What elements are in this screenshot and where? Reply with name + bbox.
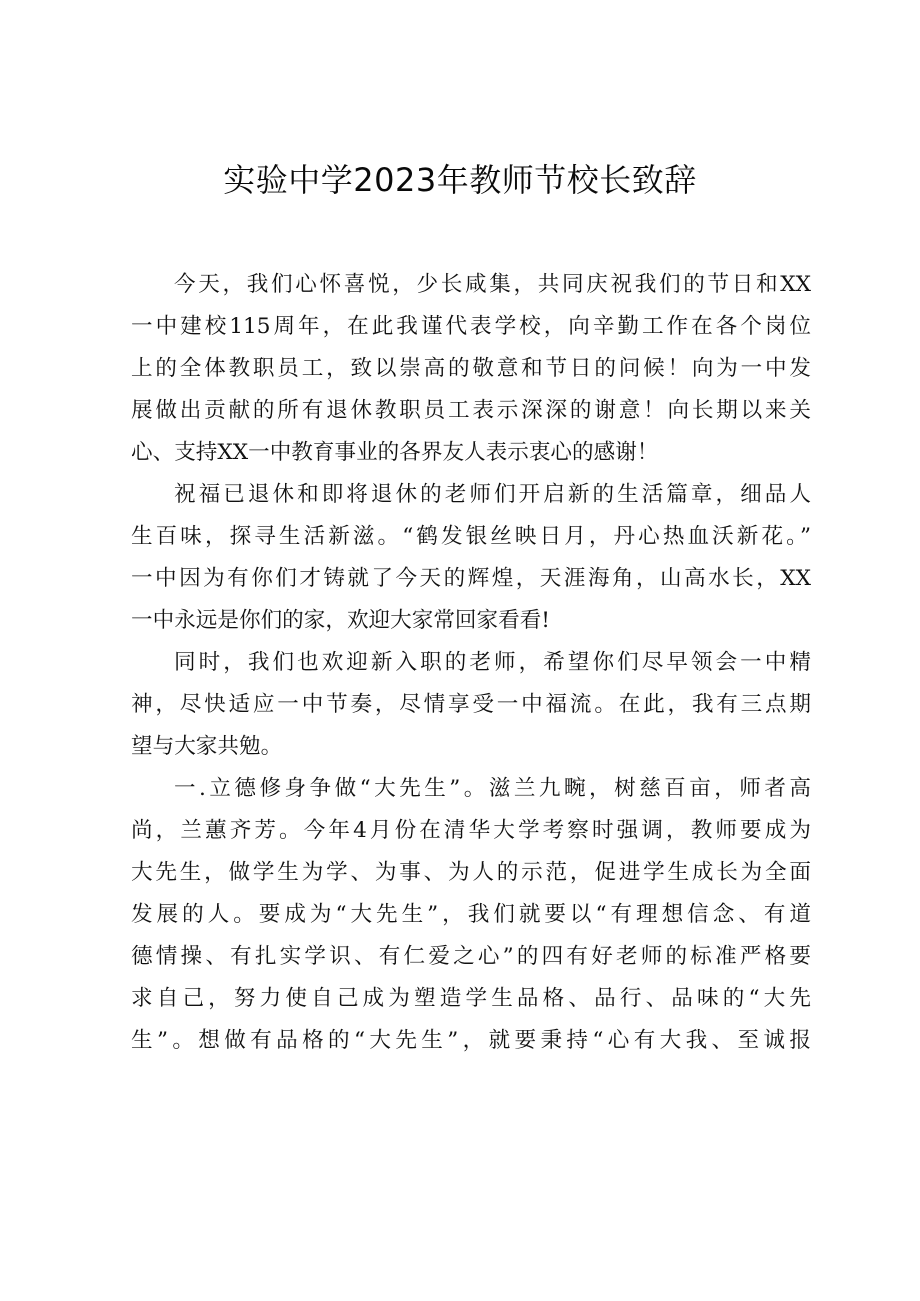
text-line: 同时，我们也欢迎新入职的老师，希望你们尽早领会一中精 xyxy=(174,650,811,675)
text-line: 生”。想做有品格的“大先生”，就要秉持“心有大我、至诚报 xyxy=(131,1028,811,1053)
text-line: 望与大家共勉。 xyxy=(131,734,283,759)
text-line: 一中建校115周年，在此我谨代表学校，向辛勤工作在各个岗位 xyxy=(131,314,811,339)
text-line: 祝福已退休和即将退休的老师们开启新的生活篇章，细品人 xyxy=(174,482,811,507)
text-line: 大先生，做学生为学、为事、为人的示范，促进学生成长为全面 xyxy=(131,860,811,885)
document-title: 实验中学2023年教师节校长致辞 xyxy=(223,161,697,199)
text-line: 生百味，探寻生活新滋。“鹤发银丝映日月，丹心热血沃新花。” xyxy=(131,524,811,549)
paragraph-1 xyxy=(131,264,811,474)
paragraph-3 xyxy=(131,642,811,768)
text-line: 一中永远是你们的家，欢迎大家常回家看看! xyxy=(131,608,550,633)
paragraph-4 xyxy=(131,768,811,1062)
paragraph-2 xyxy=(131,474,811,642)
document-body xyxy=(131,264,811,1062)
text-line: 今天，我们心怀喜悦，少长咸集，共同庆祝我们的节日和XX xyxy=(174,272,811,297)
text-line: 心、支持XX一中教育事业的各界友人表示衷心的感谢！ xyxy=(131,440,659,465)
text-line: 求自己，努力使自己成为塑造学生品格、品行、品味的“大先 xyxy=(131,986,811,1011)
text-line: 尚，兰蕙齐芳。今年4月份在清华大学考察时强调，教师要成为 xyxy=(131,818,811,843)
text-line: 展做出贡献的所有退休教职员工表示深深的谢意！向长期以来关 xyxy=(131,398,811,423)
text-line: 德情操、有扎实学识、有仁爱之心”的四有好老师的标准严格要 xyxy=(131,944,811,969)
text-line: 发展的人。要成为“大先生”，我们就要以“有理想信念、有道 xyxy=(131,902,811,927)
text-line: 一中因为有你们才铸就了今天的辉煌，天涯海角，山高水长，XX xyxy=(131,566,811,591)
text-line: 上的全体教职员工，致以崇高的敬意和节日的问候！向为一中发 xyxy=(131,356,811,381)
text-line: 一.立德修身争做“大先生”。滋兰九畹，树慈百亩，师者高 xyxy=(174,776,811,801)
text-line: 神，尽快适应一中节奏，尽情享受一中福流。在此，我有三点期 xyxy=(131,692,811,717)
